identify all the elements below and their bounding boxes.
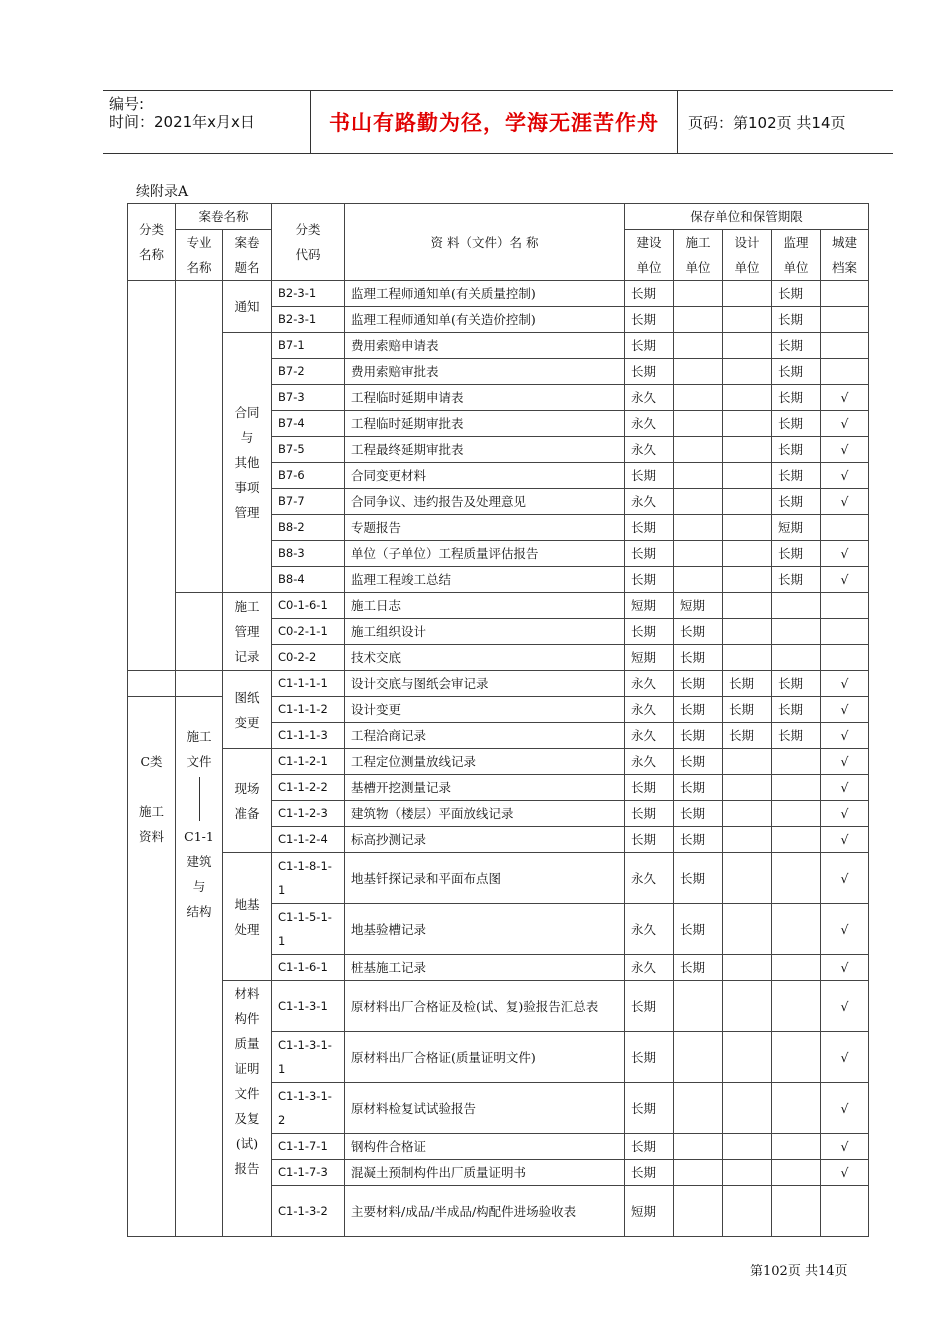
retention-construct-cell (674, 515, 723, 541)
material-name-cell: 原材料出厂合格证(质量证明文件) (345, 1032, 625, 1083)
file-title-contract: 合同 与 其他 事项 管理 (223, 333, 272, 593)
retention-build-cell: 长期 (625, 1160, 674, 1186)
archive-check-cell: √ (821, 1160, 869, 1186)
header-file-title: 案卷题名 (223, 230, 272, 281)
retention-build-cell: 永久 (625, 723, 674, 749)
retention-build-cell: 长期 (625, 619, 674, 645)
retention-construct-cell: 长期 (674, 801, 723, 827)
code-cell: C1-1-6-1 (272, 955, 345, 981)
archive-check-cell (821, 281, 869, 307)
retention-design-cell: 长期 (723, 697, 772, 723)
material-name-cell: 合同变更材料 (345, 463, 625, 489)
retention-design-cell (723, 541, 772, 567)
code-cell: C1-1-5-1-1 (272, 904, 345, 955)
retention-supervise-cell (772, 775, 821, 801)
code-cell: C1-1-2-2 (272, 775, 345, 801)
retention-construct-cell: 长期 (674, 723, 723, 749)
header-meta (109, 95, 305, 149)
material-name-cell: 专题报告 (345, 515, 625, 541)
material-name-cell: 费用索赔审批表 (345, 359, 625, 385)
retention-supervise-cell (772, 853, 821, 904)
retention-construct-cell: 长期 (674, 775, 723, 801)
material-name-cell: 钢构件合格证 (345, 1134, 625, 1160)
file-title-foundation: 地基 处理 (223, 853, 272, 981)
retention-construct-cell: 长期 (674, 619, 723, 645)
file-title-notice: 通知 (223, 281, 272, 333)
archive-check-cell (821, 359, 869, 385)
header-unit-supervise: 监理单位 (772, 230, 821, 281)
retention-supervise-cell: 长期 (772, 307, 821, 333)
retention-build-cell: 永久 (625, 904, 674, 955)
retention-design-cell (723, 593, 772, 619)
retention-build-cell: 长期 (625, 515, 674, 541)
retention-build-cell: 长期 (625, 307, 674, 333)
document-time: 时间：2021年x月x日 (109, 113, 255, 131)
retention-construct-cell (674, 1083, 723, 1134)
retention-construct-cell (674, 385, 723, 411)
archive-check-cell: √ (821, 1134, 869, 1160)
archive-retention-table (127, 203, 869, 1237)
archive-check-cell (821, 307, 869, 333)
header-unit-construct: 施工单位 (674, 230, 723, 281)
retention-construct-cell (674, 333, 723, 359)
code-cell: B7-3 (272, 385, 345, 411)
table-row (128, 593, 869, 619)
code-cell: C0-2-2 (272, 645, 345, 671)
retention-supervise-cell: 长期 (772, 671, 821, 697)
appendix-subtitle: 续附录A (136, 184, 189, 200)
retention-design-cell: 长期 (723, 723, 772, 749)
code-cell: C0-2-1-1 (272, 619, 345, 645)
archive-check-cell (821, 593, 869, 619)
retention-design-cell (723, 411, 772, 437)
material-name-cell: 单位（子单位）工程质量评估报告 (345, 541, 625, 567)
retention-supervise-cell (772, 593, 821, 619)
retention-design-cell (723, 515, 772, 541)
retention-construct-cell: 短期 (674, 593, 723, 619)
header-file-name: 案卷名称 (176, 204, 272, 230)
archive-check-cell (821, 333, 869, 359)
retention-supervise-cell (772, 1083, 821, 1134)
retention-build-cell: 长期 (625, 541, 674, 567)
header-unit-archive: 城建档案 (821, 230, 869, 281)
archive-check-cell: √ (821, 904, 869, 955)
retention-supervise-cell (772, 1134, 821, 1160)
archive-check-cell (821, 619, 869, 645)
retention-construct-cell (674, 1134, 723, 1160)
file-title-site-prep: 现场 准备 (223, 749, 272, 853)
retention-design-cell (723, 1186, 772, 1237)
code-cell: C0-1-6-1 (272, 593, 345, 619)
archive-check-cell: √ (821, 385, 869, 411)
code-cell: B7-1 (272, 333, 345, 359)
material-name-cell: 原材料出厂合格证及检(试、复)验报告汇总表 (345, 981, 625, 1032)
retention-supervise-cell (772, 749, 821, 775)
material-name-cell: 主要材料/成品/半成品/构配件进场验收表 (345, 1186, 625, 1237)
retention-design-cell (723, 1134, 772, 1160)
retention-supervise-cell: 短期 (772, 515, 821, 541)
retention-construct-cell: 长期 (674, 853, 723, 904)
material-name-cell: 地基验槽记录 (345, 904, 625, 955)
material-name-cell: 工程临时延期审批表 (345, 411, 625, 437)
retention-design-cell (723, 1160, 772, 1186)
code-cell: B8-3 (272, 541, 345, 567)
profession-cell-blank (176, 671, 223, 697)
retention-supervise-cell: 长期 (772, 723, 821, 749)
archive-check-cell: √ (821, 723, 869, 749)
material-name-cell: 合同争议、违约报告及处理意见 (345, 489, 625, 515)
retention-build-cell: 长期 (625, 1032, 674, 1083)
page-header (103, 90, 893, 154)
retention-build-cell: 长期 (625, 567, 674, 593)
retention-build-cell: 永久 (625, 697, 674, 723)
retention-supervise-cell (772, 904, 821, 955)
retention-supervise-cell (772, 645, 821, 671)
retention-build-cell: 长期 (625, 281, 674, 307)
code-cell: B2-3-1 (272, 281, 345, 307)
code-cell: C1-1-3-1 (272, 981, 345, 1032)
retention-supervise-cell: 长期 (772, 463, 821, 489)
retention-construct-cell (674, 1186, 723, 1237)
material-name-cell: 施工日志 (345, 593, 625, 619)
table-row (128, 981, 869, 1032)
page-footer: 第102页 共14页 (750, 1264, 848, 1279)
code-cell: C1-1-1-1 (272, 671, 345, 697)
retention-supervise-cell (772, 619, 821, 645)
archive-check-cell: √ (821, 801, 869, 827)
code-cell: C1-1-1-3 (272, 723, 345, 749)
retention-construct-cell: 长期 (674, 904, 723, 955)
retention-design-cell (723, 437, 772, 463)
archive-check-cell: √ (821, 541, 869, 567)
material-name-cell: 原材料检复试试验报告 (345, 1083, 625, 1134)
retention-build-cell: 短期 (625, 645, 674, 671)
code-cell: C1-1-1-2 (272, 697, 345, 723)
retention-construct-cell (674, 567, 723, 593)
material-name-cell: 费用索赔申请表 (345, 333, 625, 359)
retention-design-cell (723, 827, 772, 853)
code-cell: C1-1-2-3 (272, 801, 345, 827)
retention-build-cell: 永久 (625, 489, 674, 515)
material-name-cell: 建筑物（楼层）平面放线记录 (345, 801, 625, 827)
material-name-cell: 技术交底 (345, 645, 625, 671)
code-cell: B2-3-1 (272, 307, 345, 333)
header-profession-name: 专业名称 (176, 230, 223, 281)
retention-design-cell (723, 749, 772, 775)
archive-check-cell: √ (821, 981, 869, 1032)
code-cell: B8-2 (272, 515, 345, 541)
table-row (128, 333, 869, 359)
table-row (128, 749, 869, 775)
table-row (128, 671, 869, 697)
retention-construct-cell: 长期 (674, 955, 723, 981)
material-name-cell: 地基钎探记录和平面布点图 (345, 853, 625, 904)
material-name-cell: 工程洽商记录 (345, 723, 625, 749)
retention-construct-cell (674, 1032, 723, 1083)
retention-construct-cell: 长期 (674, 827, 723, 853)
retention-build-cell: 永久 (625, 671, 674, 697)
retention-supervise-cell (772, 1160, 821, 1186)
retention-construct-cell (674, 359, 723, 385)
header-motto: 书山有路勤为径，学海无涯苦作舟 (310, 91, 678, 153)
retention-supervise-cell: 长期 (772, 567, 821, 593)
code-cell: C1-1-3-1-1 (272, 1032, 345, 1083)
retention-construct-cell (674, 307, 723, 333)
material-name-cell: 标高抄测记录 (345, 827, 625, 853)
archive-check-cell: √ (821, 749, 869, 775)
retention-build-cell: 永久 (625, 853, 674, 904)
code-cell: C1-1-8-1-1 (272, 853, 345, 904)
material-name-cell: 混凝土预制构件出厂质量证明书 (345, 1160, 625, 1186)
archive-check-cell (821, 515, 869, 541)
retention-design-cell (723, 385, 772, 411)
retention-supervise-cell (772, 801, 821, 827)
archive-check-cell (821, 1186, 869, 1237)
retention-construct-cell: 长期 (674, 749, 723, 775)
code-cell: B7-2 (272, 359, 345, 385)
retention-construct-cell: 长期 (674, 697, 723, 723)
retention-build-cell: 永久 (625, 955, 674, 981)
material-name-cell: 设计变更 (345, 697, 625, 723)
profession-cell-c1: 施工 文件 C1-1 建筑 与 结构 (176, 697, 223, 1237)
retention-design-cell (723, 359, 772, 385)
material-name-cell: 施工组织设计 (345, 619, 625, 645)
material-name-cell: 工程临时延期申请表 (345, 385, 625, 411)
file-title-drawing-change: 图纸 变更 (223, 671, 272, 749)
archive-check-cell: √ (821, 1032, 869, 1083)
code-cell: C1-1-3-1-2 (272, 1083, 345, 1134)
retention-construct-cell: 长期 (674, 645, 723, 671)
retention-construct-cell (674, 1160, 723, 1186)
material-name-cell: 监理工程师通知单(有关质量控制) (345, 281, 625, 307)
profession-cell-b (176, 281, 223, 593)
header-material-name: 资 料（文件）名 称 (345, 204, 625, 281)
archive-check-cell: √ (821, 1083, 869, 1134)
retention-build-cell: 永久 (625, 411, 674, 437)
retention-supervise-cell: 长期 (772, 281, 821, 307)
retention-design-cell (723, 981, 772, 1032)
material-name-cell: 基槽开挖测量记录 (345, 775, 625, 801)
retention-construct-cell (674, 411, 723, 437)
archive-check-cell: √ (821, 463, 869, 489)
retention-build-cell: 长期 (625, 1083, 674, 1134)
archive-check-cell: √ (821, 489, 869, 515)
archive-check-cell: √ (821, 697, 869, 723)
retention-design-cell (723, 619, 772, 645)
code-cell: C1-1-2-1 (272, 749, 345, 775)
retention-construct-cell (674, 541, 723, 567)
retention-construct-cell (674, 281, 723, 307)
retention-build-cell: 长期 (625, 359, 674, 385)
retention-build-cell: 长期 (625, 1134, 674, 1160)
material-name-cell: 工程最终延期审批表 (345, 437, 625, 463)
code-cell: B7-5 (272, 437, 345, 463)
retention-supervise-cell (772, 981, 821, 1032)
header-category-name: 分类名称 (128, 204, 176, 281)
code-cell: B7-6 (272, 463, 345, 489)
retention-build-cell: 短期 (625, 1186, 674, 1237)
retention-supervise-cell: 长期 (772, 437, 821, 463)
retention-build-cell: 长期 (625, 463, 674, 489)
archive-check-cell: √ (821, 411, 869, 437)
archive-check-cell (821, 645, 869, 671)
retention-design-cell (723, 281, 772, 307)
code-cell: C1-1-7-1 (272, 1134, 345, 1160)
code-cell: B7-7 (272, 489, 345, 515)
retention-supervise-cell (772, 827, 821, 853)
code-cell: C1-1-7-3 (272, 1160, 345, 1186)
retention-supervise-cell (772, 1186, 821, 1237)
code-cell: B7-4 (272, 411, 345, 437)
retention-build-cell: 长期 (625, 775, 674, 801)
retention-build-cell: 长期 (625, 333, 674, 359)
retention-build-cell: 永久 (625, 749, 674, 775)
retention-design-cell (723, 307, 772, 333)
retention-construct-cell (674, 437, 723, 463)
retention-supervise-cell: 长期 (772, 333, 821, 359)
archive-check-cell: √ (821, 437, 869, 463)
header-page-info: 页码：第102页 共14页 (688, 113, 846, 132)
retention-supervise-cell (772, 955, 821, 981)
retention-build-cell: 长期 (625, 827, 674, 853)
material-name-cell: 监理工程竣工总结 (345, 567, 625, 593)
header-unit-design: 设计单位 (723, 230, 772, 281)
archive-check-cell: √ (821, 775, 869, 801)
file-title-construction-mgmt: 施工 管理 记录 (223, 593, 272, 671)
retention-design-cell (723, 904, 772, 955)
retention-design-cell (723, 645, 772, 671)
retention-build-cell: 长期 (625, 981, 674, 1032)
code-cell: C1-1-3-2 (272, 1186, 345, 1237)
file-title-material-quality: 材料 构件 质量 证明 文件 及复 (试) 报告 (223, 981, 272, 1237)
retention-design-cell (723, 333, 772, 359)
archive-check-cell: √ (821, 671, 869, 697)
table-row (128, 853, 869, 904)
retention-design-cell (723, 775, 772, 801)
retention-construct-cell (674, 463, 723, 489)
retention-supervise-cell (772, 1032, 821, 1083)
retention-design-cell (723, 489, 772, 515)
header-unit-build: 建设单位 (625, 230, 674, 281)
category-cell-blank (128, 671, 176, 697)
category-cell-b (128, 281, 176, 671)
retention-design-cell (723, 1032, 772, 1083)
retention-supervise-cell: 长期 (772, 411, 821, 437)
archive-check-cell: √ (821, 827, 869, 853)
retention-supervise-cell: 长期 (772, 359, 821, 385)
archive-check-cell: √ (821, 955, 869, 981)
retention-build-cell: 永久 (625, 437, 674, 463)
retention-design-cell (723, 1083, 772, 1134)
retention-build-cell: 短期 (625, 593, 674, 619)
table-row (128, 281, 869, 307)
profession-cell-c0 (176, 593, 223, 671)
retention-design-cell (723, 955, 772, 981)
document-number-label: 编号: (109, 95, 145, 113)
retention-design-cell: 长期 (723, 671, 772, 697)
retention-design-cell (723, 853, 772, 904)
material-name-cell: 桩基施工记录 (345, 955, 625, 981)
retention-design-cell (723, 801, 772, 827)
retention-supervise-cell: 长期 (772, 697, 821, 723)
retention-construct-cell: 长期 (674, 671, 723, 697)
header-retention: 保存单位和保管期限 (625, 204, 869, 230)
material-name-cell: 监理工程师通知单(有关造价控制) (345, 307, 625, 333)
retention-supervise-cell: 长期 (772, 541, 821, 567)
retention-design-cell (723, 463, 772, 489)
retention-build-cell: 永久 (625, 385, 674, 411)
retention-supervise-cell: 长期 (772, 489, 821, 515)
retention-design-cell (723, 567, 772, 593)
archive-check-cell: √ (821, 567, 869, 593)
code-cell: B8-4 (272, 567, 345, 593)
material-name-cell: 工程定位测量放线记录 (345, 749, 625, 775)
retention-supervise-cell: 长期 (772, 385, 821, 411)
material-name-cell: 设计交底与图纸会审记录 (345, 671, 625, 697)
retention-construct-cell (674, 489, 723, 515)
category-cell-c: C类 施工资料 (128, 697, 176, 1237)
retention-build-cell: 长期 (625, 801, 674, 827)
code-cell: C1-1-2-4 (272, 827, 345, 853)
archive-check-cell: √ (821, 853, 869, 904)
retention-construct-cell (674, 981, 723, 1032)
header-code: 分类代码 (272, 204, 345, 281)
